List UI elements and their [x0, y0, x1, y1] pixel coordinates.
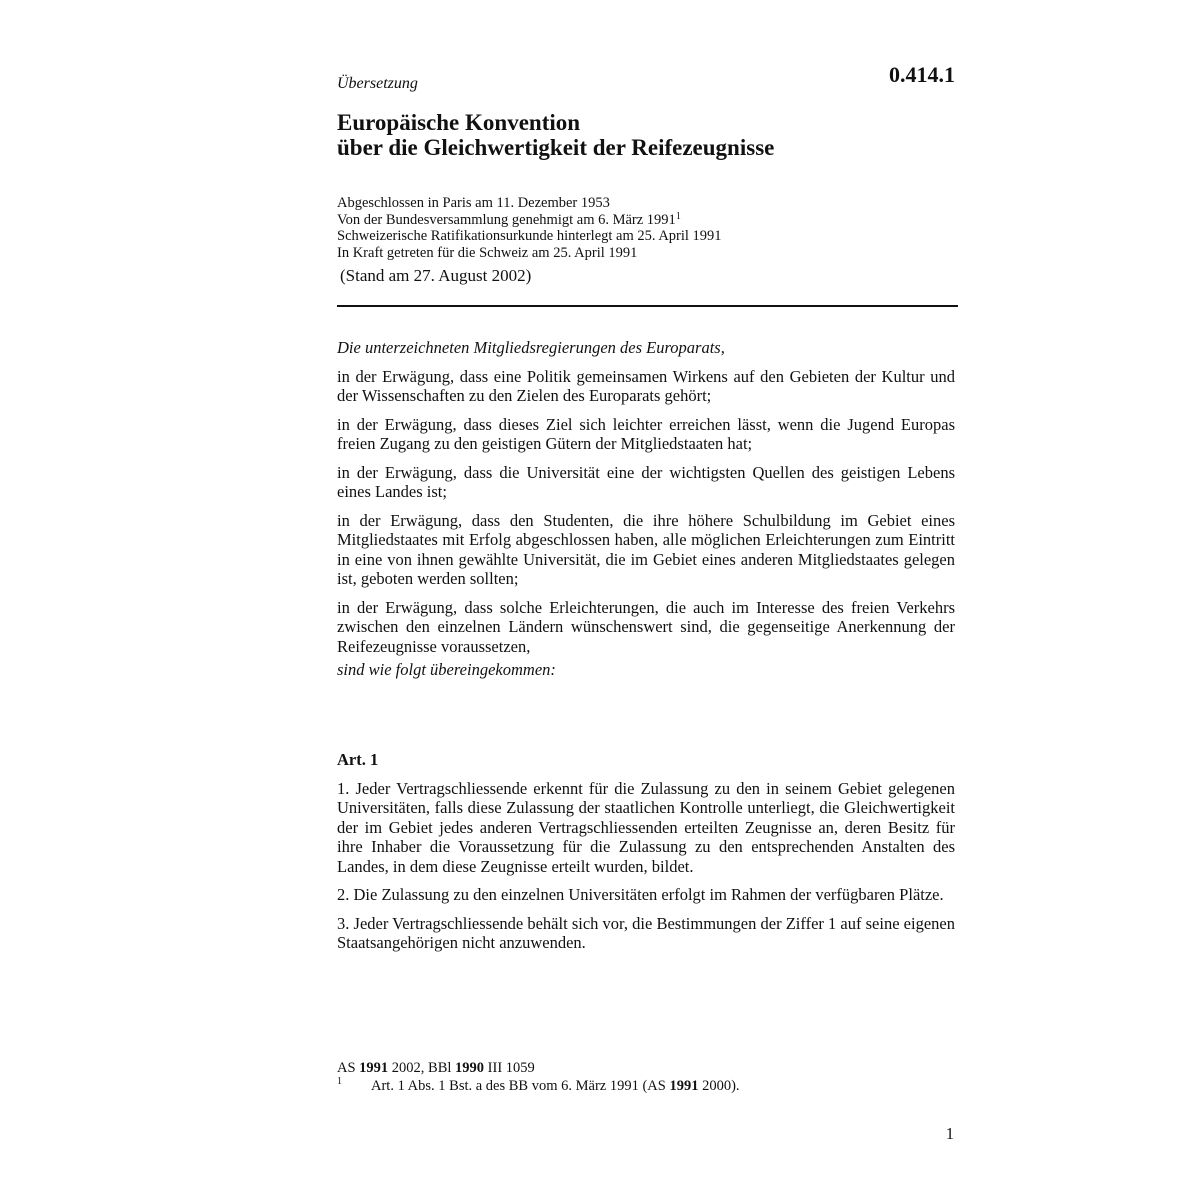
status-date: (Stand am 27. August 2002) — [340, 266, 532, 285]
document-title — [337, 110, 774, 160]
preamble-intro: Die unterzeichneten Mitgliedsregierungen des Europarats, — [337, 338, 725, 357]
page-number: 1 — [945, 1124, 954, 1143]
translation-label: Übersetzung — [337, 75, 418, 92]
footnote-ref-1[interactable]: 1 — [675, 210, 681, 222]
article-paragraph: 1. Jeder Vertragschliessende erkennt für die Zulassung zu den in seinem Gebiet gelegenen Universitäten, falls diese Zulassung der staatlichen Kontrolle unterliegt, die Gleichwertigkeit der im Gebiet jedes anderen Vertragschliessenden erteilten Zeugnisse an, deren Besitz für ihre Inhaber die Voraussetzung für die Zulassung zu den entsprechenden Anstalten des Landes, in dem diese Zeugnisse erteilt wurden, bildet. — [337, 778, 955, 876]
footnotes — [337, 1059, 955, 1095]
in-force-date: In Kraft getreten für die Schweiz am 25. April 1991 — [337, 244, 638, 261]
article-1 — [337, 750, 955, 962]
preamble-clause: in der Erwägung, dass den Studenten, die ihre höhere Schulbildung im Gebiet eines Mitgliedstaates mit Erfolg abgeschlossen haben, alle möglichen Erleichterungen zum Eintritt in eine von ihnen gewählte Universität, die im Gebiet eines anderen Mitgliedstaates gelegen ist, geboten werden sollten; — [337, 510, 955, 588]
article-heading: Art. 1 — [337, 750, 379, 769]
document-metadata — [337, 195, 722, 261]
preamble-clause: in der Erwägung, dass die Universität eine der wichtigsten Quellen des geistigen Lebens eines Landes ist; — [337, 462, 955, 501]
approval-date-text: Von der Bundesversammlung genehmigt am 6. März 1991 — [337, 211, 676, 228]
preamble-clause: in der Erwägung, dass dieses Ziel sich leichter erreichen lässt, wenn die Jugend Europas freien Zugang zu den geistigen Gütern der Mitgliedstaaten hat; — [337, 414, 955, 453]
header-divider — [337, 305, 958, 307]
concluded-date: Abgeschlossen in Paris am 11. Dezember 1953 — [337, 195, 610, 211]
preamble — [337, 338, 955, 689]
footnote-1: 1 Art. 1 Abs. 1 Bst. a des BB vom 6. März 1991 (AS 1991 2000). — [337, 1077, 955, 1095]
sr-number: 0.414.1 — [889, 62, 955, 87]
title-line-2: über die Gleichwertigkeit der Reifezeugnisse — [337, 135, 775, 160]
ratification-date: Schweizerische Ratifikationsurkunde hinterlegt am 25. April 1991 — [337, 228, 722, 244]
title-line-1: Europäische Konvention — [337, 110, 581, 135]
article-paragraph: 2. Die Zulassung zu den einzelnen Universitäten erfolgt im Rahmen der verfügbaren Plätze. — [337, 885, 944, 904]
approval-date — [337, 212, 722, 229]
article-paragraph: 3. Jeder Vertragschliessende behält sich vor, die Bestimmungen der Ziffer 1 auf seine eigenen Staatsangehörigen nicht anzuwenden. — [337, 913, 955, 952]
source-reference: AS 1991 2002, BBl 1990 III 1059 — [337, 1060, 535, 1076]
preamble-clause: in der Erwägung, dass solche Erleichterungen, die auch im Interesse des freien Verkehrs zwischen den einzelnen Ländern wünschenswert sind, die gegenseitige Anerkennung der Reifezeugnisse voraussetzen, — [337, 597, 955, 656]
footnote-mark: 1 — [337, 1076, 342, 1087]
preamble-closing: sind wie folgt übereingekommen: — [337, 660, 556, 679]
preamble-clause: in der Erwägung, dass eine Politik gemeinsamen Wirkens auf den Gebieten der Kultur und der Wissenschaften zu den Zielen des Europarats gehört; — [337, 366, 955, 405]
